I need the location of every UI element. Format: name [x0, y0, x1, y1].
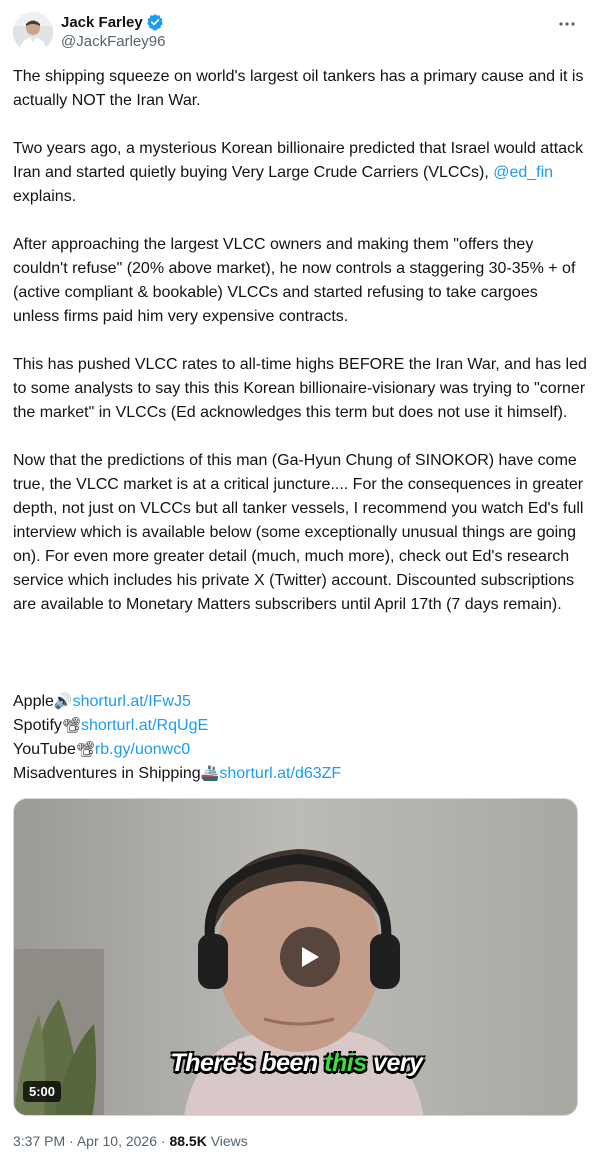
views-count[interactable]: 88.5K	[169, 1133, 207, 1149]
post-text	[13, 65, 587, 641]
paragraph-2	[13, 137, 587, 209]
caption-text: There's been	[170, 1049, 325, 1077]
author-name[interactable]: Jack Farley	[61, 13, 143, 31]
author-name-row	[61, 13, 164, 31]
link-label: YouTube	[13, 741, 76, 758]
film-projector-icon: 📽	[75, 740, 95, 758]
paragraph-1: The shipping squeeze on world's largest oil tankers has a primary cause and it is actually NOT the Iran War.	[13, 68, 584, 109]
link-item-shipping	[13, 761, 587, 785]
more-options-icon[interactable]	[557, 14, 577, 34]
post-meta	[13, 1133, 248, 1149]
video-duration-badge: 5:00	[23, 1081, 61, 1102]
meta-separator: ·	[160, 1133, 166, 1149]
link-label: Apple	[13, 693, 54, 710]
paragraph-3: After approaching the largest VLCC owners and making them "offers they couldn't refuse" (20% above market), he now controls a staggering 30-35% + of (active compliant & bookable) VLCCs and started refusing to take cargoes unless firms paid him very expensive contracts.	[13, 236, 576, 325]
paragraph-5: Now that the predictions of this man (Ga-Hyun Chung of SINOKOR) have come true, the VLCC market is at a critical juncture.... For the consequences in greater depth, not just on VLCCs but all tanker vessels, I recommend you watch Ed's full interview which is available below (some exceptionally unusual things are going on). For even more greater detail (much, much more), check out Ed's research service which includes his private X (Twitter) account. Discounted subscriptions are available to Monetary Matters subscribers until April 17th (7 days remain).	[13, 452, 584, 613]
link-item-spotify	[13, 713, 587, 737]
caption-tail: very	[366, 1049, 423, 1077]
author-handle[interactable]: @JackFarley96	[61, 33, 166, 50]
spotify-link[interactable]: shorturl.at/RqUgE	[80, 717, 209, 734]
link-label: Misadventures in Shipping	[13, 765, 201, 782]
post-time[interactable]: 3:37 PM	[13, 1133, 66, 1149]
youtube-link[interactable]: rb.gy/uonwc0	[94, 741, 191, 758]
ship-icon: 🚢	[200, 764, 220, 782]
paragraph-2-text: Two years ago, a mysterious Korean billionaire predicted that Israel would attack Iran and started quietly buying Very Large Crude Carriers (VLCCs),	[13, 140, 584, 181]
paragraph-2-tail: explains.	[13, 188, 77, 205]
video-caption	[14, 1049, 578, 1078]
caption-highlight: this	[324, 1049, 367, 1077]
post-date[interactable]: Apr 10, 2026	[76, 1133, 157, 1149]
speaker-icon: 🔊	[53, 692, 73, 710]
post-header	[13, 12, 587, 56]
video-player[interactable]	[13, 798, 578, 1116]
link-item-apple	[13, 689, 587, 713]
apple-link[interactable]: shorturl.at/IFwJ5	[72, 693, 191, 710]
shipping-link[interactable]: shorturl.at/d63ZF	[219, 765, 342, 782]
verified-badge-icon	[146, 13, 164, 31]
views-label: Views	[210, 1133, 248, 1149]
mention-link[interactable]: @ed_fin	[493, 164, 554, 181]
links-list	[13, 689, 587, 785]
play-icon	[299, 945, 321, 969]
meta-separator: ·	[69, 1133, 74, 1149]
play-button[interactable]	[280, 927, 340, 987]
avatar[interactable]	[13, 12, 53, 52]
paragraph-4: This has pushed VLCC rates to all-time highs BEFORE the Iran War, and has led to some analysts to say this this Korean billionaire-visionary was trying to "corner the market" in VLCCs (Ed acknowledges this term but does not use it himself).	[13, 356, 587, 421]
link-item-youtube	[13, 737, 587, 761]
link-label: Spotify	[13, 717, 62, 734]
film-projector-icon: 📽	[61, 716, 81, 734]
